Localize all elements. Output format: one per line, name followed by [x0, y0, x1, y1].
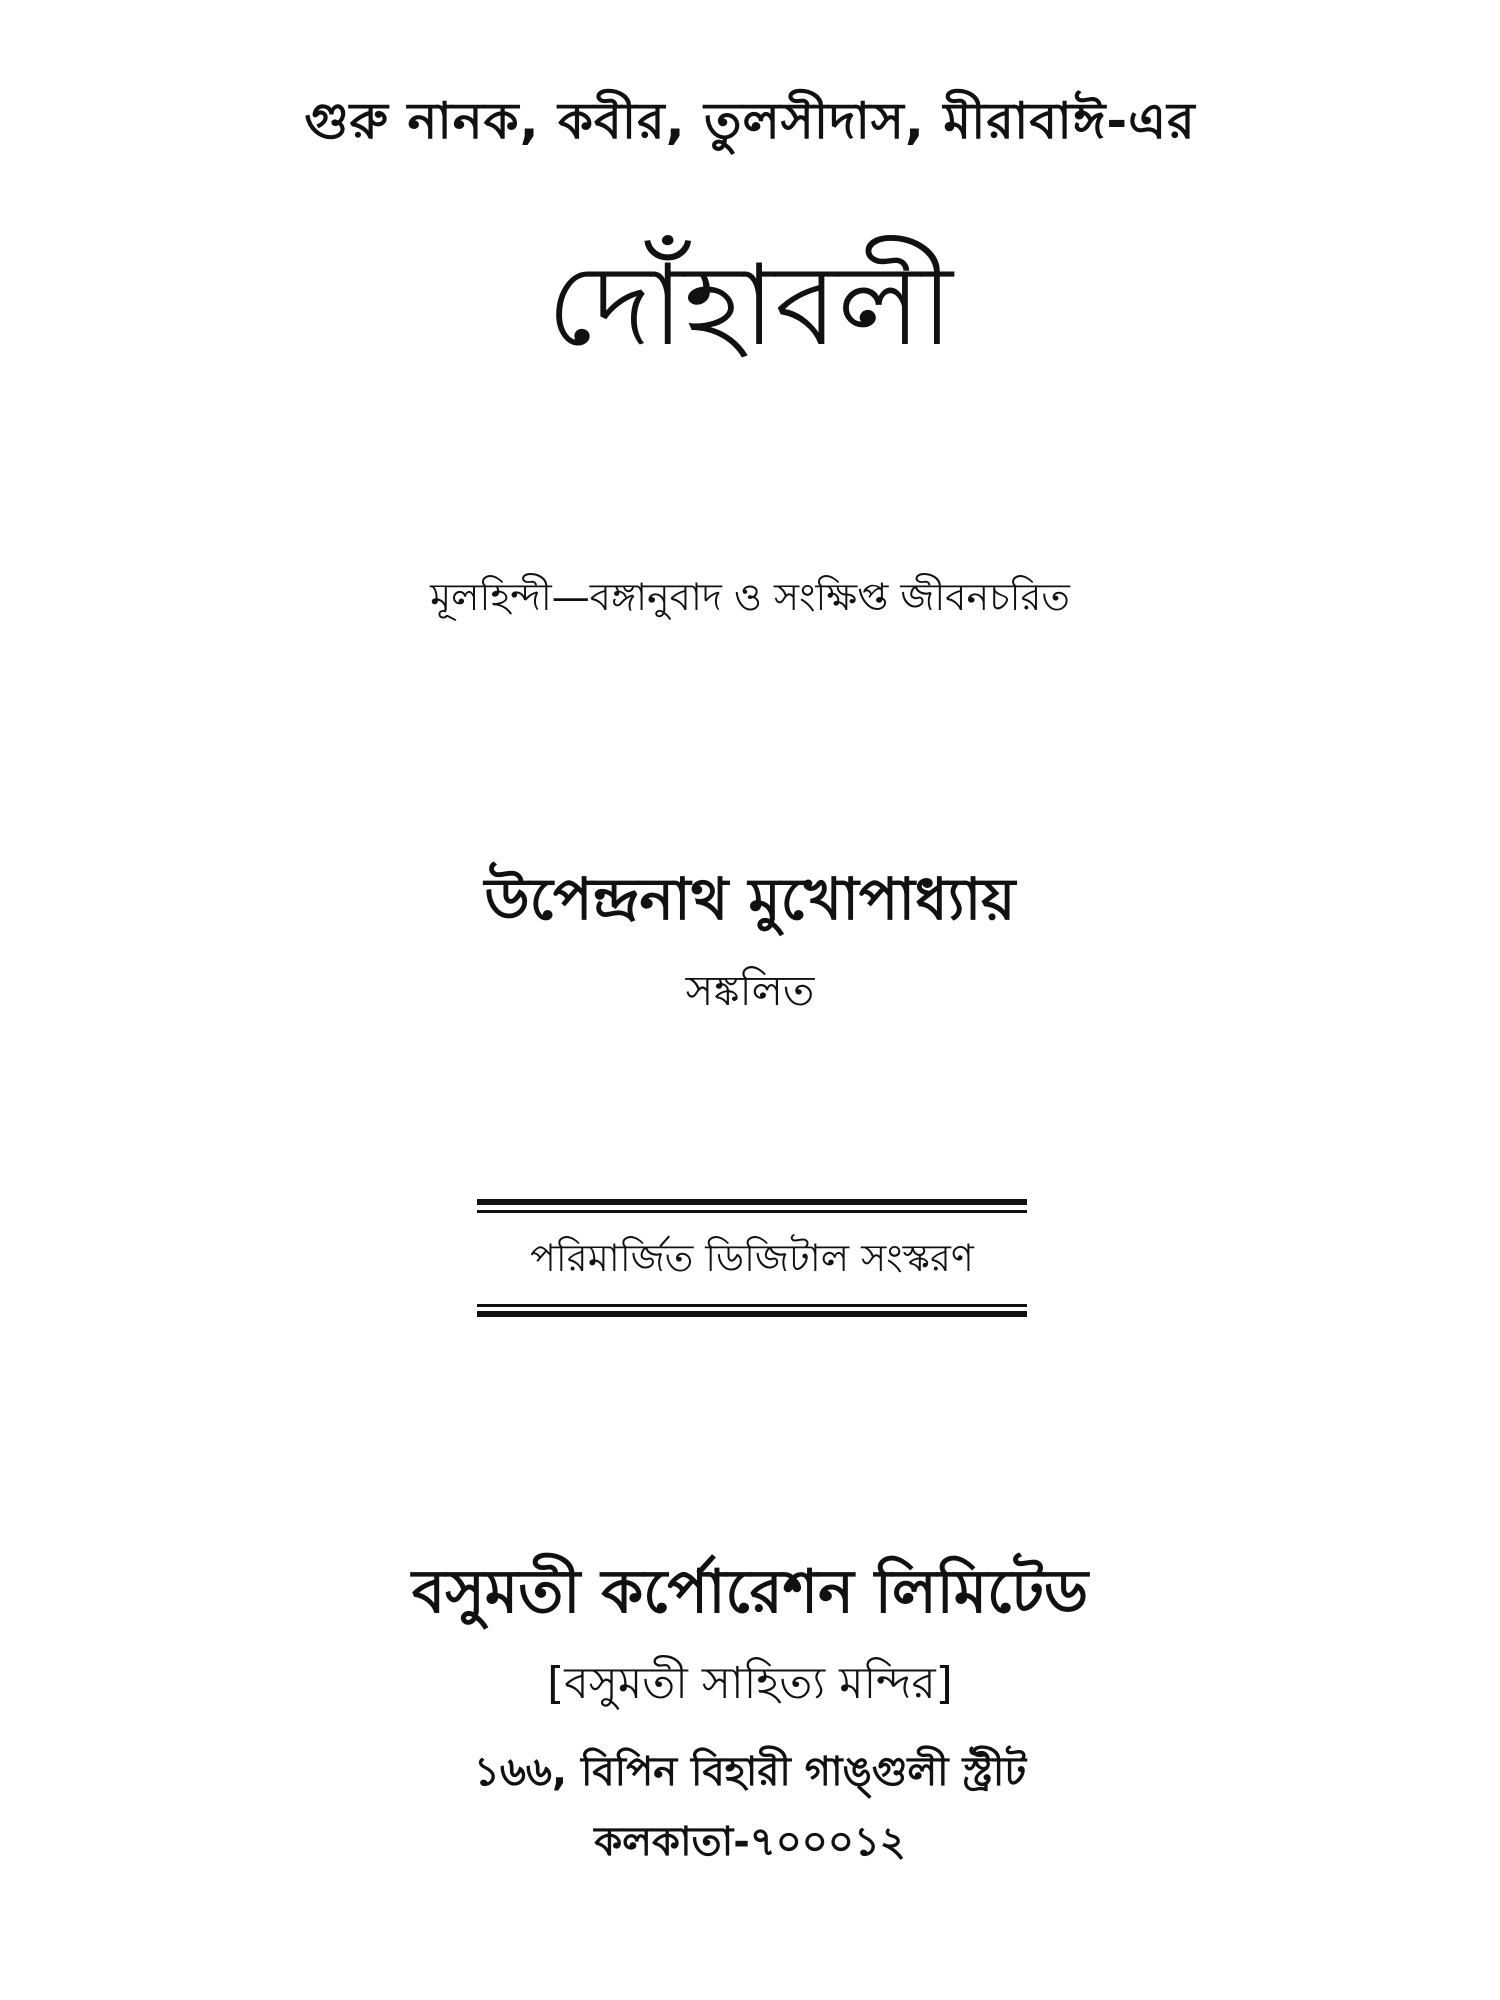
top-thin-rule	[477, 1210, 1027, 1213]
edition-label: পরিমার্জিত ডিজিটাল সংস্করণ	[530, 1236, 974, 1280]
poets-heading: গুরু নানক, কবীর, তুলসীদাস, মীরাবাঈ-এর	[304, 92, 1196, 150]
publisher-imprint: [বসুমতী সাহিত্য মন্দির]	[547, 1658, 953, 1709]
book-title: দোঁহাবলী	[547, 241, 953, 371]
author-role: সঙ্কলিত	[685, 966, 815, 1015]
edition-banner	[477, 1199, 1027, 1319]
bottom-thin-rule	[477, 1304, 1027, 1307]
author-name: উপেন্দ্রনাথ মুখোপাধ্যায়	[484, 865, 1016, 933]
book-subtitle: মূলহিন্দী—বঙ্গানুবাদ ও সংক্ষিপ্ত জীবনচরিত	[430, 575, 1070, 619]
publisher-city: কলকাতা-৭০০০১২	[594, 1819, 906, 1865]
publisher-name: বসুমতী কর্পোরেশন লিমিটেড	[411, 1557, 1089, 1627]
top-thick-rule	[477, 1199, 1027, 1205]
bottom-thick-rule	[477, 1311, 1027, 1317]
publisher-address: ১৬৬, বিপিন বিহারী গাঙ্গুলী স্ট্রীট	[473, 1749, 1027, 1795]
